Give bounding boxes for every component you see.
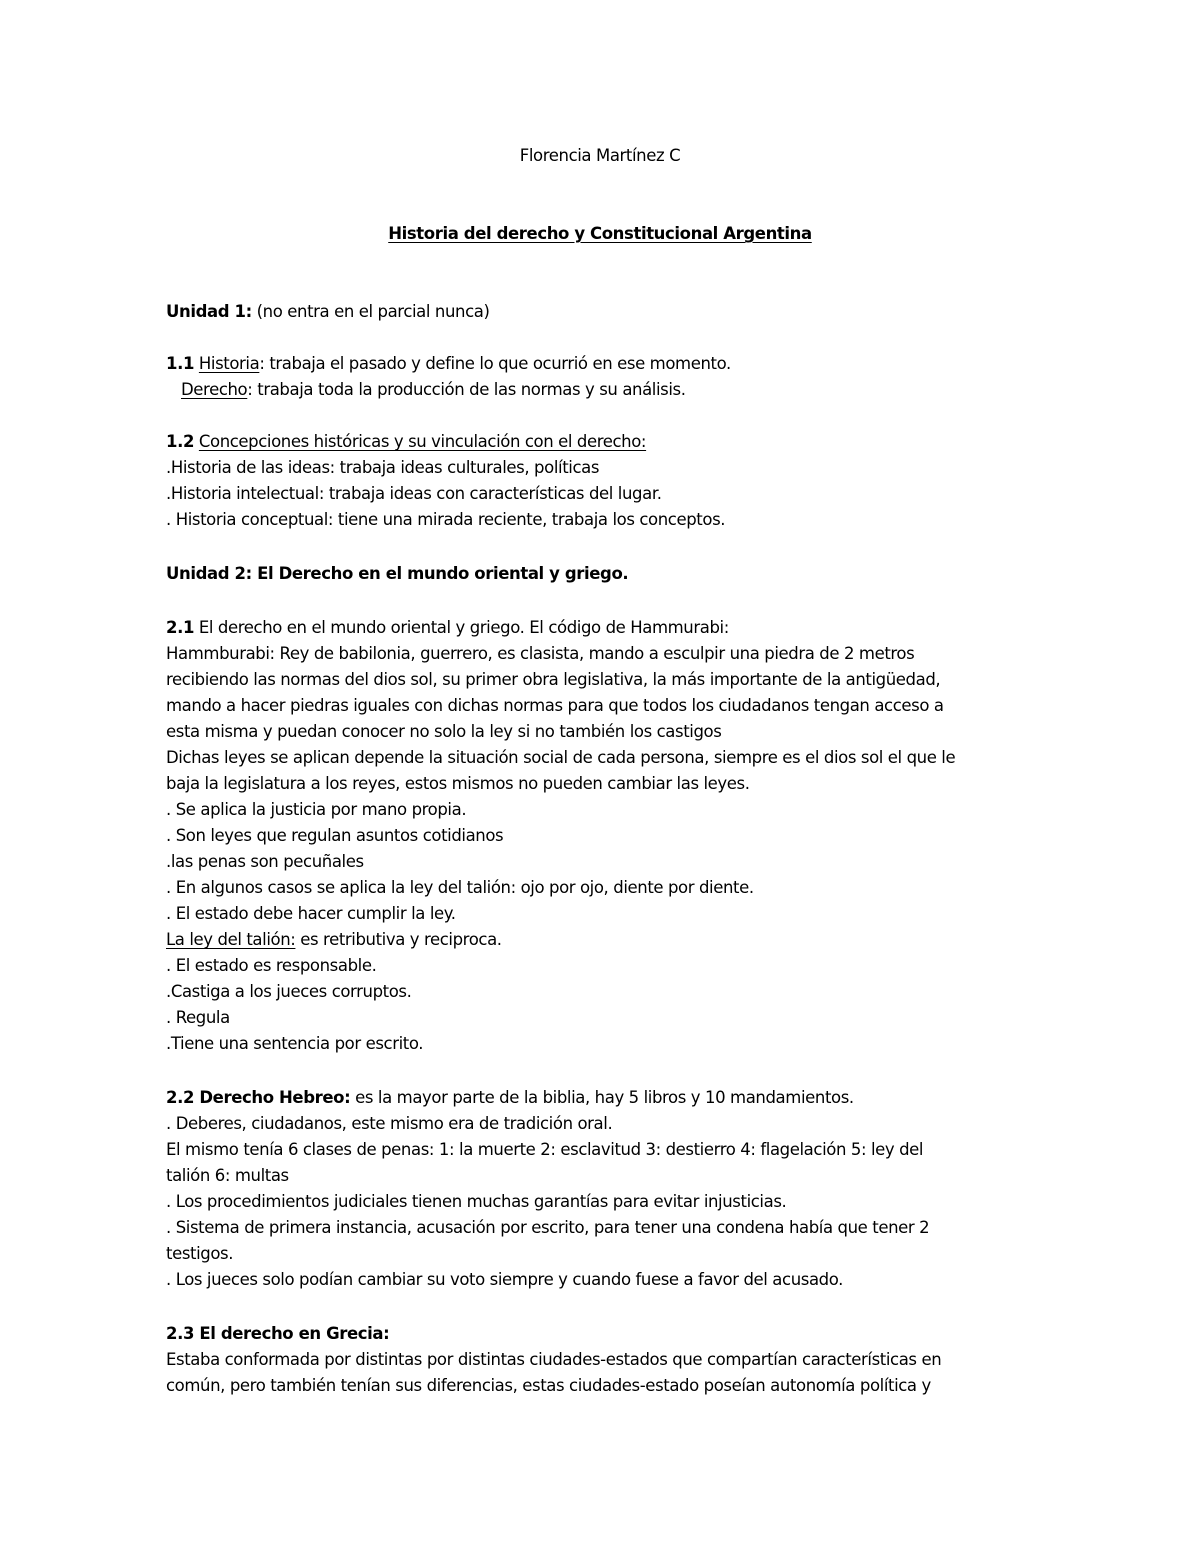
- list-item: . Regula: [166, 1008, 230, 1027]
- section-2-1-number: 2.1: [166, 618, 195, 637]
- section-1-1-number: 1.1: [166, 354, 195, 373]
- author-name: Florencia Martínez C: [519, 146, 681, 165]
- list-item: .Tiene una sentencia por escrito.: [166, 1034, 424, 1053]
- term-derecho: Derecho: [181, 380, 248, 399]
- paragraph-line: . Deberes, ciudadanos, este mismo era de tradición oral.: [166, 1114, 613, 1133]
- section-1-2: [166, 429, 1046, 455]
- unit2-label: Unidad 2: El Derecho en el mundo oriental y griego.: [166, 564, 629, 583]
- section-2-1-title: El derecho en el mundo oriental y griego. El código de Hammurabi:: [194, 618, 729, 637]
- list-item: .las penas son pecuñales: [166, 852, 364, 871]
- list-item: testigos.: [166, 1244, 234, 1263]
- unit2-heading: [166, 561, 1046, 587]
- list-item: .Castiga a los jueces corruptos.: [166, 982, 412, 1001]
- term-historia: Historia: [198, 354, 260, 373]
- section-2-2: [166, 1085, 1046, 1111]
- section-2-3: [166, 1321, 1046, 1347]
- talion-line: [166, 927, 1046, 953]
- historia-definition: : trabaja el pasado y define lo que ocurrió en ese momento.: [259, 354, 731, 373]
- list-item: . Historia conceptual: tiene una mirada reciente, trabaja los conceptos.: [166, 510, 726, 529]
- list-item: . Los jueces solo podían cambiar su voto siempre y cuando fuese a favor del acusado.: [166, 1270, 843, 1289]
- section-1-2-title: Concepciones históricas y su vinculación con el derecho:: [198, 432, 647, 451]
- paragraph-line: El mismo tenía 6 clases de penas: 1: la muerte 2: esclavitud 3: destierro 4: flagelación 5: ley del: [166, 1140, 924, 1159]
- derecho-line: [181, 377, 1061, 403]
- paragraph-line: Hammburabi: Rey de babilonia, guerrero, es clasista, mando a esculpir una piedra de 2 metros: [166, 644, 915, 663]
- list-item: . El estado debe hacer cumplir la ley.: [166, 904, 456, 923]
- section-2-2-heading: 2.2 Derecho Hebreo:: [166, 1088, 351, 1107]
- document-title-text: Historia del derecho y Constitucional Argentina: [388, 224, 812, 243]
- list-item: . Son leyes que regulan asuntos cotidianos: [166, 826, 504, 845]
- unit1-note: (no entra en el parcial nunca): [251, 302, 490, 321]
- paragraph-line: mando a hacer piedras iguales con dichas normas para que todos los ciudadanos tengan acceso a: [166, 696, 944, 715]
- paragraph-line: baja la legislatura a los reyes, estos mismos no pueden cambiar las leyes.: [166, 774, 750, 793]
- paragraph-line: Dichas leyes se aplican depende la situación social de cada persona, siempre es el dios sol el que le: [166, 748, 956, 767]
- list-item: . Se aplica la justicia por mano propia.: [166, 800, 467, 819]
- term-ley-del-talion: La ley del talión:: [166, 930, 296, 949]
- list-item: . Sistema de primera instancia, acusación por escrito, para tener una condena había que tener 2: [166, 1218, 930, 1237]
- list-item: . En algunos casos se aplica la ley del talión: ojo por ojo, diente por diente.: [166, 878, 754, 897]
- section-2-3-heading: 2.3 El derecho en Grecia:: [166, 1324, 390, 1343]
- list-item: . El estado es responsable.: [166, 956, 377, 975]
- paragraph-line: recibiendo las normas del dios sol, su primer obra legislativa, la más importante de la antigüedad,: [166, 670, 941, 689]
- unit1-heading: [166, 299, 1046, 325]
- derecho-definition: : trabaja toda la producción de las normas y su análisis.: [247, 380, 686, 399]
- section-1-2-number: 1.2: [166, 432, 195, 451]
- paragraph-line: talión 6: multas: [166, 1166, 289, 1185]
- paragraph-line: común, pero también tenían sus diferencias, estas ciudades-estado poseían autonomía política y: [166, 1376, 931, 1395]
- section-2-2-intro: es la mayor parte de la biblia, hay 5 libros y 10 mandamientos.: [350, 1088, 854, 1107]
- section-1-1: [166, 351, 1046, 377]
- list-item: .Historia intelectual: trabaja ideas con características del lugar.: [166, 484, 662, 503]
- talion-definition: es retributiva y reciproca.: [295, 930, 502, 949]
- paragraph-line: Estaba conformada por distintas por distintas ciudades-estados que compartían características en: [166, 1350, 942, 1369]
- document-title: [0, 221, 1200, 247]
- list-item: .Historia de las ideas: trabaja ideas culturales, políticas: [166, 458, 600, 477]
- list-item: . Los procedimientos judiciales tienen muchas garantías para evitar injusticias.: [166, 1192, 787, 1211]
- paragraph-line: esta misma y puedan conocer no solo la ley si no también los castigos: [166, 722, 722, 741]
- section-2-1: [166, 615, 1046, 641]
- unit1-label: Unidad 1:: [166, 302, 252, 321]
